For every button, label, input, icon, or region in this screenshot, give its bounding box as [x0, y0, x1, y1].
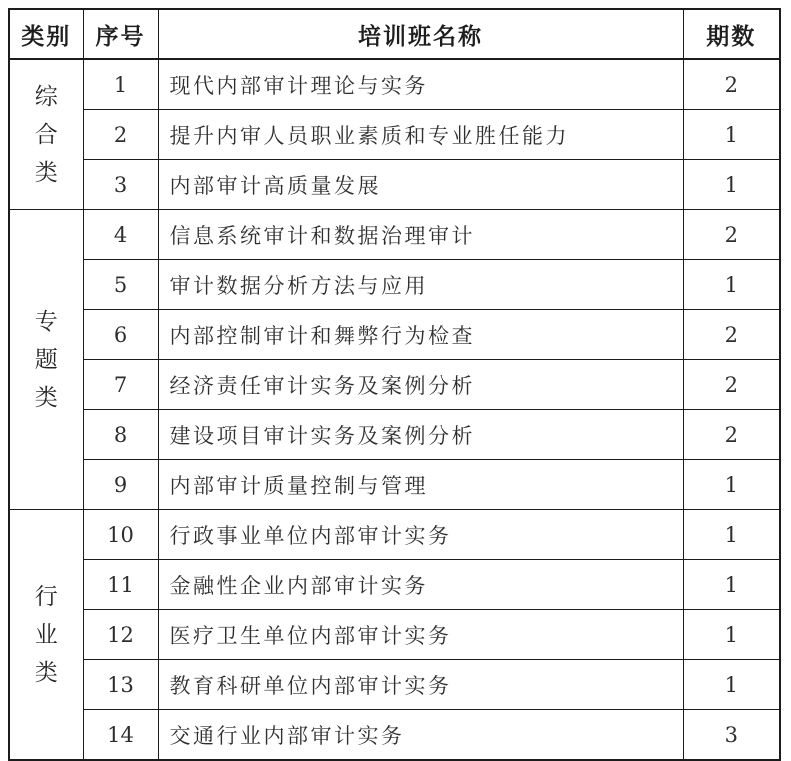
table-row [9, 460, 780, 510]
training-schedule-table [8, 8, 781, 761]
category-label: 专题类 [34, 308, 58, 411]
table-row [9, 510, 780, 560]
course-name: 经济责任审计实务及案例分析 [158, 360, 683, 410]
row-index: 2 [83, 110, 158, 160]
category-cell [9, 59, 83, 210]
row-index: 5 [83, 260, 158, 310]
row-index: 1 [83, 59, 158, 110]
session-count: 2 [683, 210, 780, 260]
table-row [9, 560, 780, 610]
row-index: 9 [83, 460, 158, 510]
table-row [9, 660, 780, 710]
course-name: 金融性企业内部审计实务 [158, 560, 683, 610]
table-row [9, 260, 780, 310]
session-count: 1 [683, 660, 780, 710]
row-index: 10 [83, 510, 158, 560]
row-index: 7 [83, 360, 158, 410]
session-count: 1 [683, 460, 780, 510]
session-count: 1 [683, 260, 780, 310]
course-name: 内部控制审计和舞弊行为检查 [158, 310, 683, 360]
table-row [9, 210, 780, 260]
table-body [9, 59, 780, 760]
course-name: 行政事业单位内部审计实务 [158, 510, 683, 560]
row-index: 11 [83, 560, 158, 610]
course-name: 教育科研单位内部审计实务 [158, 660, 683, 710]
table-row [9, 59, 780, 110]
course-name: 建设项目审计实务及案例分析 [158, 410, 683, 460]
category-label: 行业类 [34, 583, 58, 686]
row-index: 13 [83, 660, 158, 710]
course-name: 交通行业内部审计实务 [158, 710, 683, 761]
table-row [9, 160, 780, 210]
row-index: 8 [83, 410, 158, 460]
course-name: 审计数据分析方法与应用 [158, 260, 683, 310]
row-index: 3 [83, 160, 158, 210]
category-label: 综合类 [34, 83, 58, 186]
table-row [9, 610, 780, 660]
table-row [9, 410, 780, 460]
header-category: 类别 [9, 9, 83, 59]
course-name: 医疗卫生单位内部审计实务 [158, 610, 683, 660]
course-name: 提升内审人员职业素质和专业胜任能力 [158, 110, 683, 160]
session-count: 2 [683, 410, 780, 460]
row-index: 12 [83, 610, 158, 660]
session-count: 2 [683, 59, 780, 110]
course-name: 内部审计质量控制与管理 [158, 460, 683, 510]
session-count: 1 [683, 610, 780, 660]
session-count: 2 [683, 310, 780, 360]
table-header [9, 9, 780, 59]
session-count: 1 [683, 110, 780, 160]
table-row [9, 310, 780, 360]
table-row [9, 710, 780, 761]
header-index: 序号 [83, 9, 158, 59]
course-name: 信息系统审计和数据治理审计 [158, 210, 683, 260]
session-count: 3 [683, 710, 780, 761]
header-row [9, 9, 780, 59]
table-row [9, 110, 780, 160]
course-name: 内部审计高质量发展 [158, 160, 683, 210]
header-sessions: 期数 [683, 9, 780, 59]
session-count: 1 [683, 560, 780, 610]
session-count: 1 [683, 510, 780, 560]
row-index: 14 [83, 710, 158, 761]
category-cell [9, 510, 83, 761]
row-index: 4 [83, 210, 158, 260]
category-cell [9, 210, 83, 510]
session-count: 2 [683, 360, 780, 410]
header-course-name: 培训班名称 [158, 9, 683, 59]
row-index: 6 [83, 310, 158, 360]
session-count: 1 [683, 160, 780, 210]
table-row [9, 360, 780, 410]
course-name: 现代内部审计理论与实务 [158, 59, 683, 110]
